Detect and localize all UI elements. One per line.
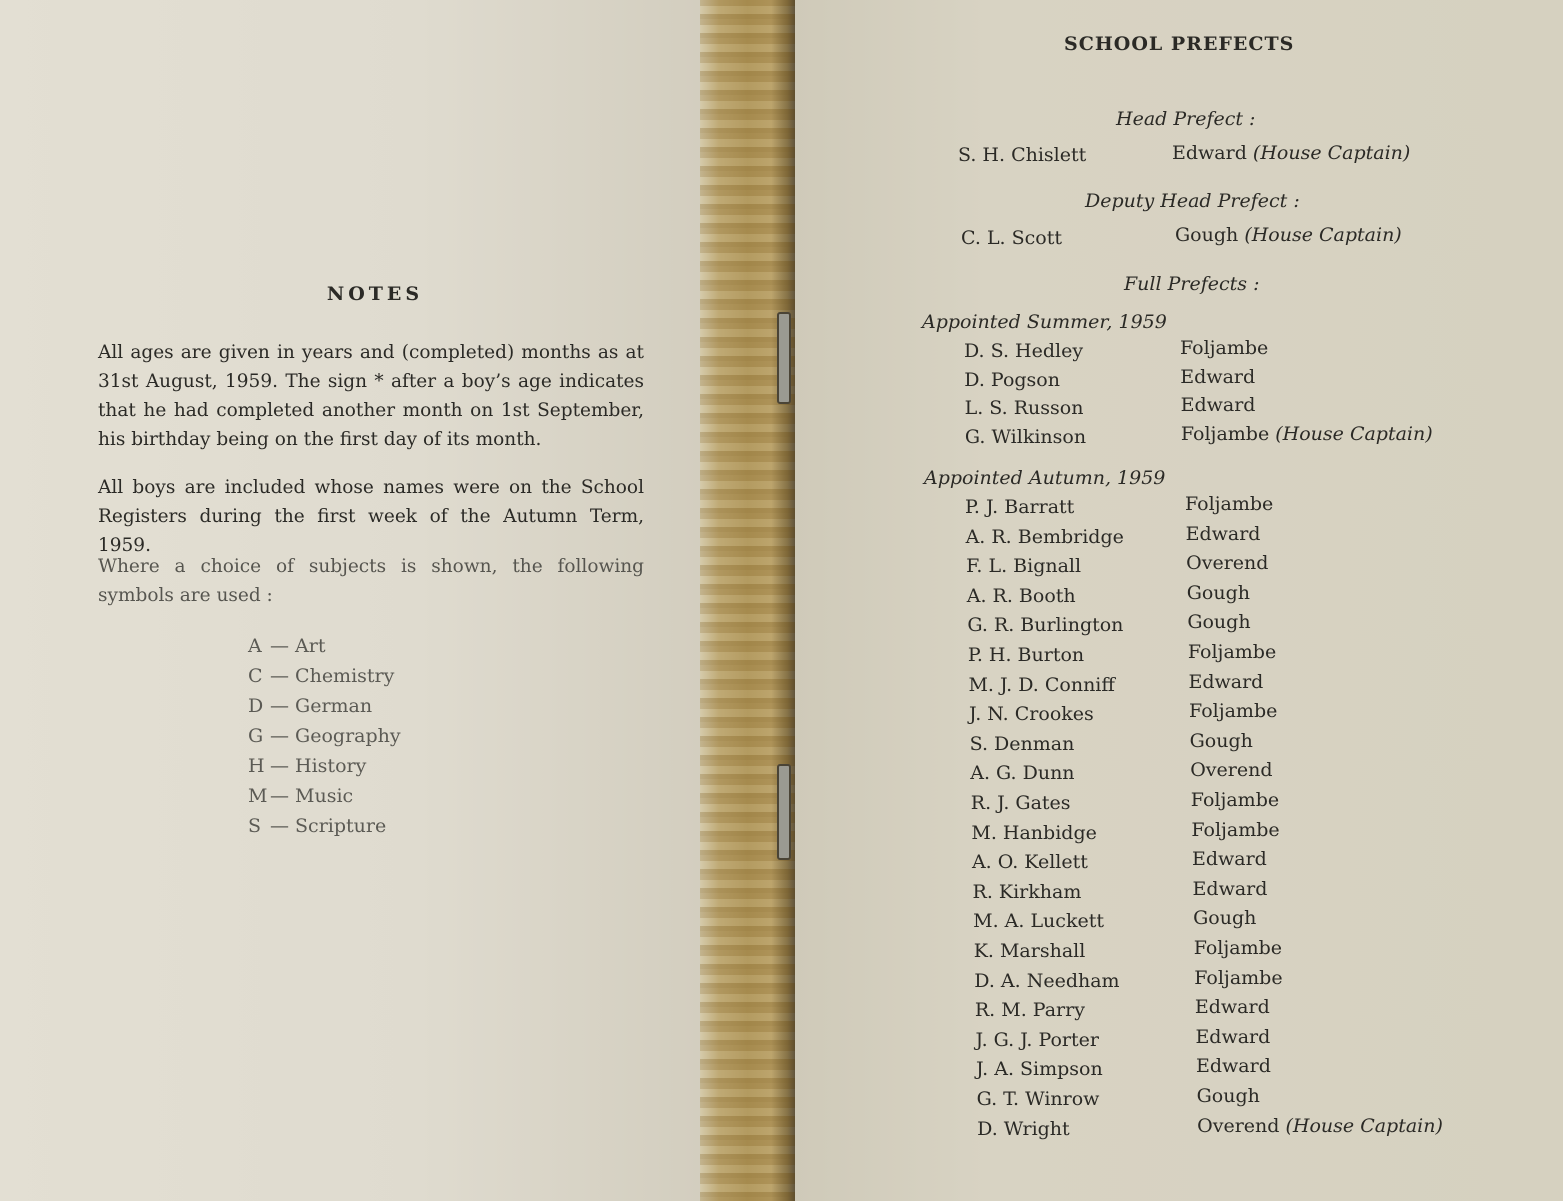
house-name: Overend [1197,1114,1280,1137]
prefect-name: A. O. Kellett [971,851,1088,874]
prefect-name: R. Kirkham [972,880,1082,903]
house-name: Edward [1192,877,1268,900]
symbol-subject: — Scripture [270,815,387,837]
symbol-subject: — German [270,695,373,717]
prefect-house [1195,1026,1270,1048]
prefect-name: S. Denman [969,732,1075,755]
house-name: Gough [1196,1085,1260,1107]
house-name: Foljambe [1193,937,1282,959]
appointed-summer-label: Appointed Summer, 1959 [922,311,1167,333]
prefect-name: D. Wright [977,1117,1070,1140]
prefect-house [1191,789,1279,811]
prefect-house [1187,582,1250,604]
prefect-name: J. G. J. Porter [975,1028,1099,1051]
prefect-house [1188,641,1276,663]
head-prefect-label: Head Prefect : [1116,108,1256,130]
notes-paragraph-registers: All boys are included whose names were on the School Registers during the first week of the Autumn Term, 1959. [98,477,644,556]
prefect-house [1192,848,1267,870]
house-name: Gough [1186,581,1250,604]
left-page [0,0,700,1201]
symbol-subject: — Art [270,635,326,657]
prefect-name: M. J. D. Conniff [968,673,1115,696]
prefect-name: G. T. Winrow [976,1088,1100,1110]
prefect-name: J. A. Simpson [976,1058,1103,1081]
appointed-autumn-label: Appointed Autumn, 1959 [924,467,1166,489]
right-page [795,0,1563,1201]
staple [777,764,791,860]
prefect-name: F. L. Bignall [966,555,1082,578]
prefect-house [1187,611,1250,633]
prefect-house [1190,759,1272,781]
house-name: Overend [1186,552,1269,575]
prefect-house [1186,552,1268,574]
house-name: Overend [1190,759,1273,782]
house-name: Edward [1196,1055,1271,1078]
prefect-house [1181,423,1433,445]
prefect-name: R. M. Parry [974,999,1085,1022]
symbol-letter: C [248,665,263,687]
house-captain-note: (House Captain) [1244,224,1402,246]
house-name: Foljambe [1191,818,1280,841]
house-name: Foljambe [1180,423,1270,446]
house-name: Edward [1180,394,1256,417]
prefect-name: G. R. Burlington [967,614,1124,637]
prefect-house [1197,1115,1443,1137]
notes-title: NOTES [326,283,424,305]
full-prefects-label: Full Prefects : [1124,273,1260,295]
deputy-head-prefect-name: C. L. Scott [961,227,1063,249]
prefect-house [1188,671,1263,693]
prefect-house [1181,394,1256,416]
prefect-name: D. Pogson [964,368,1060,391]
prefect-name: R. J. Gates [970,792,1071,814]
head-prefect-house [1172,142,1410,164]
prefect-name: A. R. Bembridge [965,525,1124,548]
symbol-letter: H [248,755,265,777]
book-spine [700,0,795,1201]
house-name: Foljambe [1180,337,1269,359]
prefect-house [1186,523,1261,545]
symbol-row [248,781,401,811]
symbol-subject: — Geography [270,725,401,747]
house-name: Edward [1194,996,1270,1019]
prefects-title: SCHOOL PREFECTS [1064,33,1295,55]
prefect-name: J. N. Crookes [969,703,1094,726]
symbol-letter: D [248,695,264,717]
symbol-letter: S [248,815,262,837]
prefect-name: L. S. Russon [964,397,1084,420]
deputy-head-prefect-label: Deputy Head Prefect : [1085,190,1300,212]
symbol-letter: A [248,635,262,657]
symbol-subject: — Chemistry [270,665,395,687]
house-captain-note: (House Captain) [1252,142,1411,164]
deputy-head-prefect-house [1175,224,1402,246]
staple [777,312,791,404]
prefect-house [1193,907,1256,929]
house-name: Edward [1180,365,1256,388]
house-name: Foljambe [1185,493,1274,515]
house-name: Foljambe [1187,641,1277,663]
house-name: Gough [1187,611,1251,634]
prefect-name: M. Hanbidge [971,821,1097,844]
symbol-row [248,661,401,691]
house-name: Gough [1189,729,1253,752]
prefect-name: D. S. Hedley [964,340,1084,362]
house-name: Edward [1191,848,1267,871]
symbol-row [248,631,401,661]
prefect-house [1197,1085,1260,1107]
symbol-letter: G [248,725,264,747]
house-name: Edward [1185,522,1261,545]
prefect-house [1193,878,1268,900]
prefect-name: A. R. Booth [966,584,1076,607]
house-captain-note: (House Captain) [1285,1114,1443,1137]
prefect-name: P. J. Barratt [965,496,1075,518]
prefect-name: G. Wilkinson [964,426,1087,449]
notes-paragraph-ages: All ages are given in years and (completed) months as at 31st August, 1959. The sign * after a boy’s age indicates that he had completed another month on 1st September, his birthday being on the first day of its month. [98,342,644,450]
house-name: Gough [1175,224,1239,246]
house-name: Gough [1193,907,1257,930]
prefect-house [1194,967,1282,989]
symbol-letter: M [248,785,268,807]
prefect-house [1180,366,1255,388]
symbol-row [248,691,401,721]
prefect-house [1191,819,1279,841]
house-name: Foljambe [1189,700,1278,723]
prefect-house [1180,337,1268,359]
prefect-house [1194,937,1282,959]
symbol-subject: — History [270,755,367,777]
symbol-subject: — Music [270,785,354,807]
symbol-list [248,631,401,841]
house-name: Foljambe [1190,789,1280,811]
prefect-house [1185,493,1273,515]
house-name: Foljambe [1194,966,1283,989]
symbol-row [248,811,401,841]
notes-paragraph-symbols: Where a choice of subjects is shown, the following symbols are used : [98,556,644,606]
prefect-name: A. G. Dunn [970,762,1075,785]
prefect-house [1195,996,1270,1018]
prefect-house [1190,730,1253,752]
prefect-house [1196,1055,1271,1077]
prefect-name: D. A. Needham [974,969,1120,992]
symbol-row [248,751,401,781]
prefect-name: K. Marshall [973,940,1086,962]
prefect-name: P. H. Burton [967,644,1085,666]
symbol-row [248,721,401,751]
head-prefect-name: S. H. Chislett [958,144,1087,166]
house-name: Edward [1172,142,1247,164]
prefect-house [1189,700,1277,722]
prefect-name: M. A. Luckett [973,910,1104,933]
house-name: Edward [1188,670,1264,693]
house-name: Edward [1195,1025,1271,1048]
house-captain-note: (House Captain) [1275,423,1433,446]
